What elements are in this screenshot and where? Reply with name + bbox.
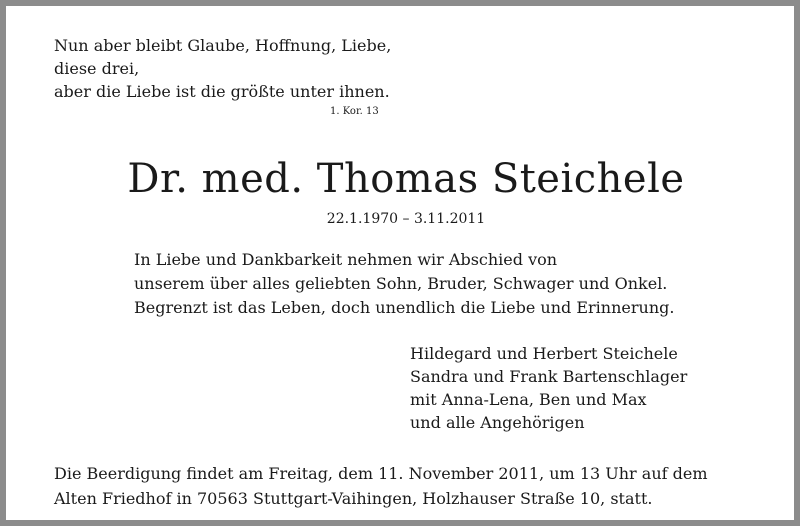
deceased-name: Dr. med. Thomas Steichele [127,156,685,202]
message-line: Begrenzt ist das Leben, doch unendlich die Liebe und Erinnerung. [134,298,675,317]
farewell-message [134,248,674,320]
funeral-line: Alten Friedhof in 70563 Stuttgart-Vaihingen, Holzhauser Straße 10, statt. [54,489,653,508]
message-line: In Liebe und Dankbarkeit nehmen wir Abschied von [134,250,558,269]
mourner-line: und alle Angehörigen [410,413,585,432]
funeral-details [54,461,708,511]
life-dates: 22.1.1970 – 3.11.2011 [326,211,486,227]
mourner-line: Sandra und Frank Bartenschlager [410,367,688,386]
verse-reference: 1. Kor. 13 [330,106,379,117]
funeral-line: Die Beerdigung findet am Freitag, dem 11. November 2011, um 13 Uhr auf dem [54,464,708,483]
message-line: unserem über alles geliebten Sohn, Bruder, Schwager und Onkel. [134,274,668,293]
mourners-list [410,342,687,434]
verse-line: aber die Liebe ist die größte unter ihnen. [54,82,390,101]
mourner-line: mit Anna-Lena, Ben und Max [410,390,647,409]
verse-line: diese drei, [54,59,140,78]
bible-verse [54,34,391,103]
verse-line: Nun aber bleibt Glaube, Hoffnung, Liebe, [54,36,392,55]
mourner-line: Hildegard und Herbert Steichele [410,344,678,363]
